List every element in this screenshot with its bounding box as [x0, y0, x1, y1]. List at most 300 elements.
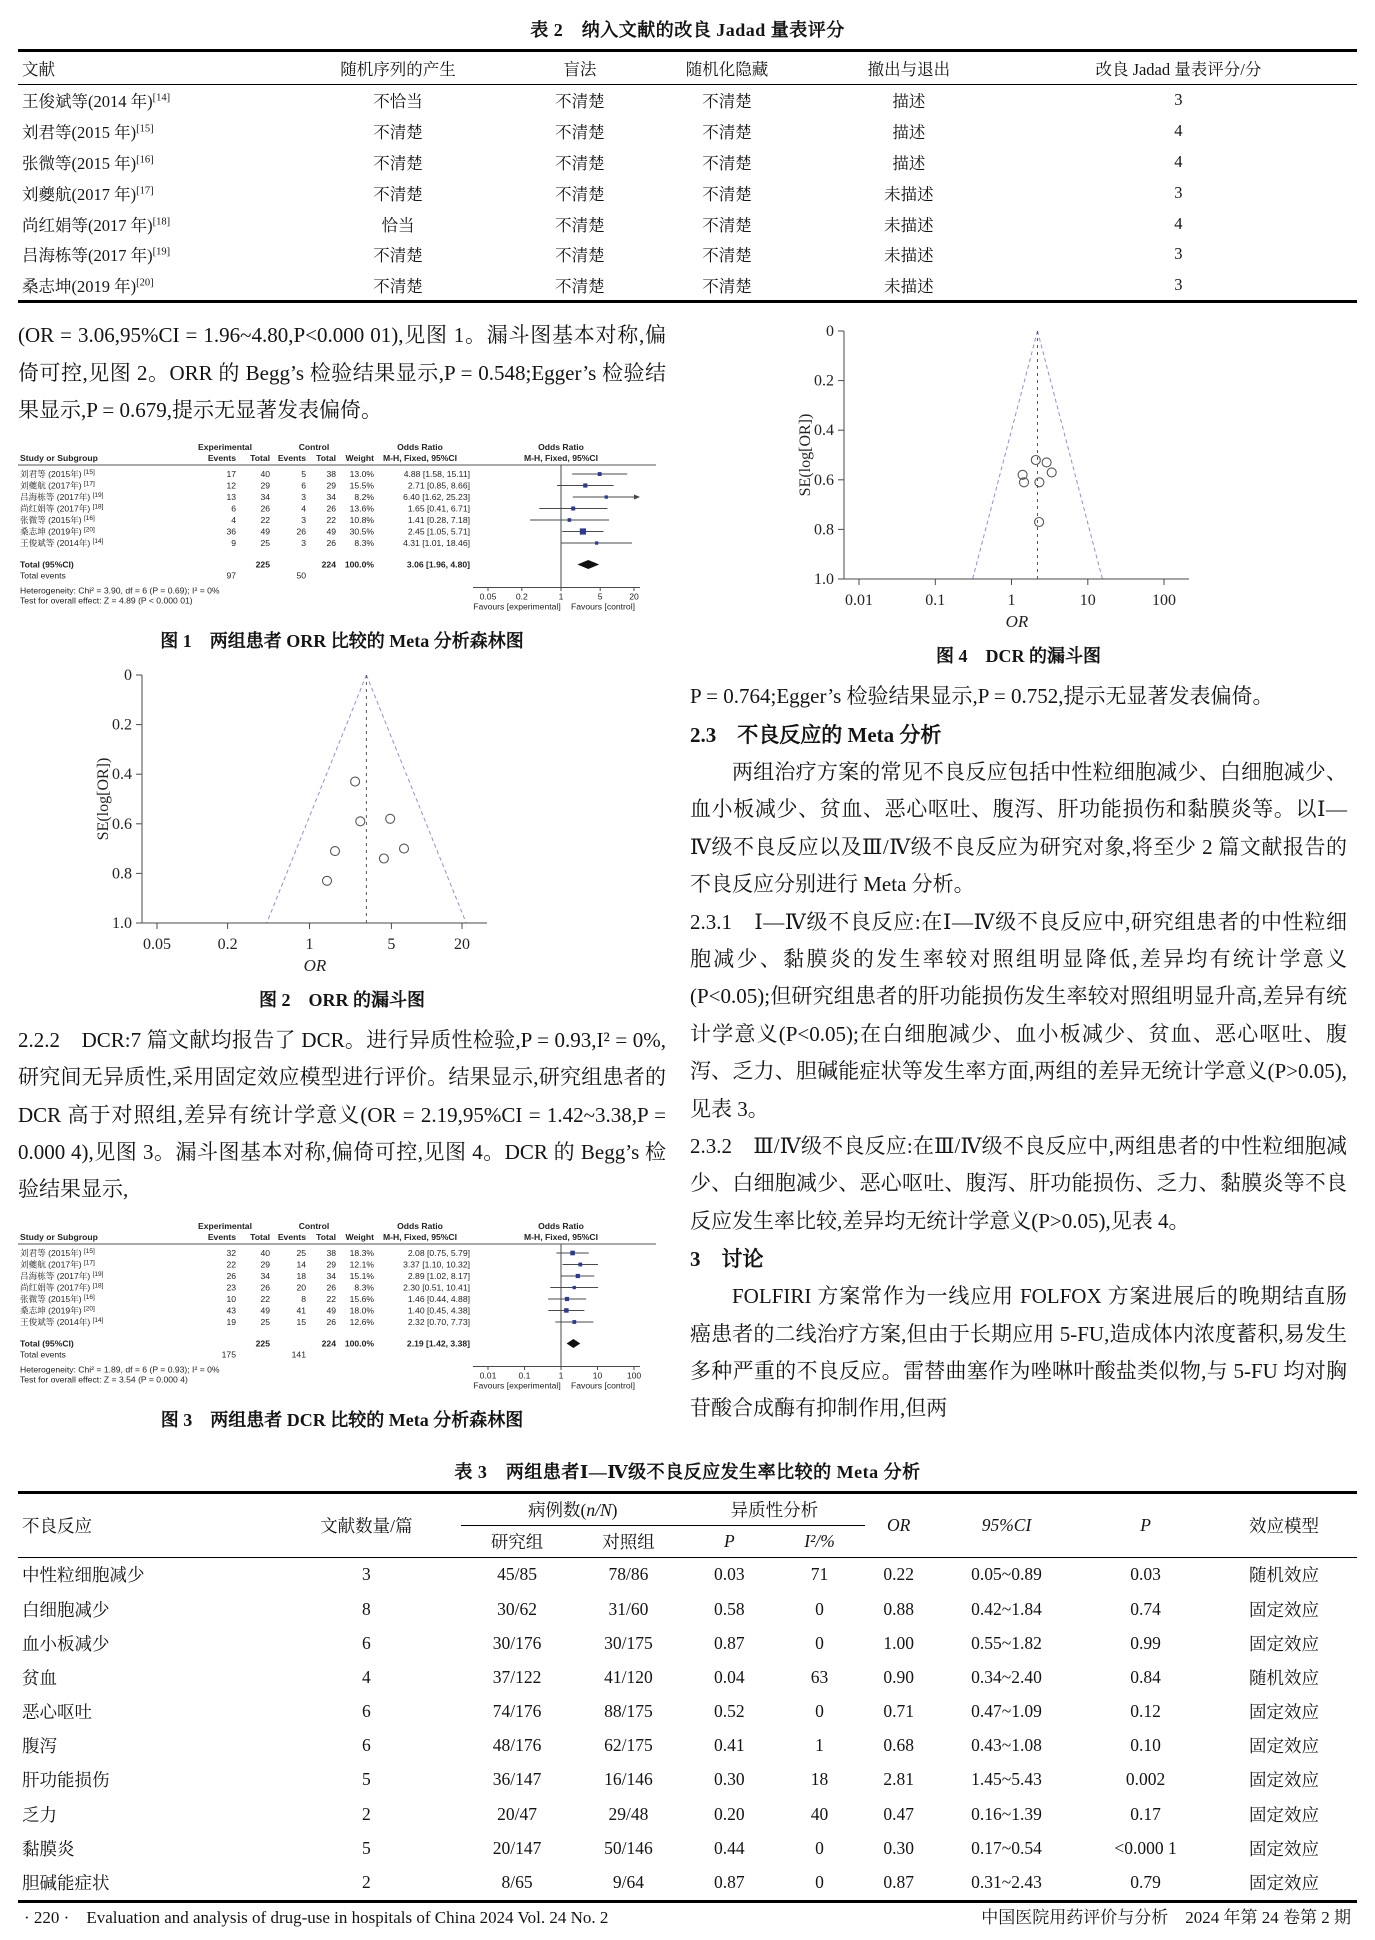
table3-cell: 固定效应 [1249, 1633, 1319, 1654]
table3-cell: 0.84 [1130, 1666, 1161, 1687]
svg-text:6: 6 [231, 503, 236, 514]
svg-text:M-H, Fixed, 95%CI: M-H, Fixed, 95%CI [382, 452, 458, 463]
table3-section [18, 1454, 1357, 1903]
table3-cell: 4 [361, 1666, 371, 1687]
table2-cell: 不清楚 [702, 277, 752, 297]
forest-plot-orr [18, 440, 658, 616]
svg-text:18.0%: 18.0% [349, 1305, 374, 1316]
svg-text:9: 9 [231, 537, 236, 548]
table3-cell: 0 [815, 1598, 824, 1619]
svg-text:29: 29 [260, 480, 270, 491]
table2-cell: 不清楚 [555, 246, 605, 266]
footer-journal-cn: 中国医院用药评价与分析 2024 年第 24 卷第 2 期 [981, 1907, 1351, 1927]
table3-adverse-meta [18, 1491, 1357, 1903]
table3-row [18, 1660, 1357, 1694]
table3-row [18, 1797, 1357, 1831]
table2-col-header: 改良 Jadad 量表评分/分 [1000, 51, 1357, 85]
table3-cell: 0.05~0.89 [971, 1564, 1042, 1585]
table2-cell: 不清楚 [555, 277, 605, 297]
heading-2-3: 2.3 不良反应的 Meta 分析 [690, 722, 942, 747]
table3-cell: 88/175 [604, 1701, 653, 1722]
svg-text:225: 225 [255, 559, 270, 570]
svg-text:1: 1 [558, 1370, 564, 1381]
forest-plot-dcr [18, 1219, 658, 1395]
svg-text:0.2: 0.2 [814, 373, 834, 391]
table3-cell: 8 [361, 1598, 371, 1619]
table2-col-header: 随机化隐藏 [636, 51, 818, 85]
table3-cell: 41/120 [604, 1666, 653, 1687]
table2-cell: 不清楚 [373, 153, 423, 173]
svg-text:13: 13 [226, 491, 236, 502]
table2-cell: 不清楚 [555, 153, 605, 173]
table2-cell: 恰当 [381, 215, 415, 235]
table2-cell: 描述 [892, 153, 926, 173]
svg-text:10.8%: 10.8% [349, 514, 374, 525]
svg-text:13.6%: 13.6% [349, 503, 374, 514]
table3-cell: 0.04 [714, 1666, 745, 1687]
svg-text:25: 25 [260, 537, 270, 548]
adverse-reaction-name: 乏力 [22, 1804, 57, 1825]
table3-cell: 5 [361, 1769, 371, 1790]
svg-text:8.2%: 8.2% [354, 491, 374, 502]
table3-cell: 0.30 [883, 1837, 914, 1858]
table2-row [18, 177, 1357, 208]
table3-cell: 29/48 [608, 1803, 649, 1824]
adverse-reaction-name: 贫血 [22, 1667, 57, 1688]
table3-row [18, 1626, 1357, 1660]
svg-text:M-H, Fixed, 95%CI: M-H, Fixed, 95%CI [382, 1231, 458, 1242]
table3-cell: 固定效应 [1249, 1838, 1319, 1859]
svg-text:26: 26 [326, 503, 336, 514]
table3-cell: 随机效应 [1249, 1565, 1319, 1586]
table3-col-ci: 95%CI [933, 1492, 1080, 1557]
table2-cell: 未描述 [884, 184, 934, 204]
table3-cell: 0.74 [1130, 1598, 1161, 1619]
table2-col-header: 文献 [18, 51, 272, 85]
svg-text:Total: Total [316, 1231, 336, 1242]
svg-text:26: 26 [226, 1270, 236, 1281]
funnel-plot-orr [22, 663, 602, 975]
svg-text:0.6: 0.6 [814, 472, 834, 490]
table3-cell: <0.000 1 [1114, 1837, 1177, 1858]
table2-row [18, 85, 1357, 116]
table2-cell: 未描述 [884, 246, 934, 266]
svg-text:34: 34 [260, 491, 270, 502]
table3-cell: 0.68 [883, 1735, 914, 1756]
svg-text:1: 1 [558, 591, 564, 602]
svg-text:22: 22 [260, 1293, 270, 1304]
table3-cell: 37/122 [492, 1666, 542, 1687]
table3-row [18, 1592, 1357, 1626]
table2-section [18, 12, 1357, 303]
table3-cell: 6 [361, 1735, 371, 1756]
svg-text:26: 26 [326, 1282, 336, 1293]
figure1-caption: 图 1 两组患者 ORR 比较的 Meta 分析森林图 [160, 630, 524, 651]
table2-cell: 不清楚 [555, 92, 605, 112]
figure3-forest-plot-dcr [18, 1219, 666, 1432]
svg-text:225: 225 [255, 1338, 270, 1349]
svg-text:3.37 [1.10, 10.32]: 3.37 [1.10, 10.32] [403, 1259, 470, 1270]
svg-text:尚红娟等 (2017年) [18]: 尚红娟等 (2017年) [18] [20, 503, 104, 514]
table3-cell: 18 [810, 1769, 829, 1790]
table2-cell: 描述 [892, 123, 926, 143]
paragraph-2-3-2: 2.3.2 Ⅲ/Ⅳ级不良反应:在Ⅲ/Ⅳ级不良反应中,两组患者的中性粒细胞减少、白细胞减少、恶心呕吐、腹泻、肝功能损伤、乏力、黏膜炎等不良反应发生率比较,差异均无统计学意义(P>0.05),见表 4。 [690, 1133, 1347, 1233]
table3-cell: 0.47 [883, 1803, 914, 1824]
table3-col-p: P [1080, 1492, 1211, 1557]
svg-text:34: 34 [326, 491, 336, 502]
table2-cell: 不清楚 [555, 215, 605, 235]
svg-text:Experimental: Experimental [198, 1220, 252, 1231]
svg-text:23: 23 [226, 1282, 236, 1293]
svg-text:5: 5 [597, 591, 603, 602]
table2-cell: 3 [1174, 275, 1183, 295]
table2-title: 表 2 纳入文献的改良 Jadad 量表评分 [530, 20, 845, 40]
table3-cell: 0.31~2.43 [971, 1872, 1042, 1892]
svg-text:36: 36 [226, 526, 236, 537]
table3-cell: 16/146 [604, 1769, 653, 1790]
table3-cell: 0.34~2.40 [971, 1666, 1042, 1687]
table2-cell: 不恰当 [373, 92, 423, 112]
table3-cell: 0.17~0.54 [971, 1837, 1042, 1858]
table3-cell: 2 [361, 1872, 371, 1892]
table3-cell: 71 [810, 1564, 829, 1585]
svg-text:2.89 [1.02, 8.17]: 2.89 [1.02, 8.17] [407, 1270, 470, 1281]
study-citation: 刘君等(2015 年)[15] [22, 123, 154, 143]
svg-text:26: 26 [260, 503, 270, 514]
svg-text:0.2: 0.2 [112, 716, 132, 734]
table3-cell: 0.03 [1130, 1564, 1161, 1585]
table3-cell: 0.17 [1130, 1803, 1161, 1824]
table3-cell: 0.30 [714, 1769, 745, 1790]
svg-text:32: 32 [226, 1247, 236, 1258]
table2-row [18, 147, 1357, 178]
svg-text:100: 100 [1152, 592, 1176, 610]
funnel-plot-dcr [724, 319, 1304, 631]
table3-cell: 0 [815, 1872, 824, 1892]
svg-text:0.05: 0.05 [479, 591, 497, 602]
figure2-funnel-plot-orr [18, 663, 666, 1012]
svg-text:1.41 [0.28, 7.18]: 1.41 [0.28, 7.18] [407, 514, 470, 525]
paragraph-adverse-overview: 两组治疗方案的常见不良反应包括中性粒细胞减少、白细胞减少、血小板减少、贫血、恶心呕吐、腹泻、肝功能损伤和黏膜炎等。以Ⅰ—Ⅳ级不良反应以及Ⅲ/Ⅳ级不良反应为研究对象,将至少 2 篇文献报告的不良反应分别进行 Meta 分析。 [690, 759, 1347, 897]
svg-text:25: 25 [296, 1247, 306, 1258]
table3-cell: 6 [361, 1632, 371, 1653]
table3-col-het-p: P [684, 1525, 774, 1557]
study-citation: 尚红娟等(2017 年)[18] [22, 215, 171, 235]
svg-text:3: 3 [301, 514, 306, 525]
adverse-reaction-name: 黏膜炎 [22, 1838, 75, 1859]
adverse-reaction-name: 胆碱能症状 [22, 1873, 110, 1893]
svg-text:张微等 (2015年) [16]: 张微等 (2015年) [16] [20, 514, 95, 525]
table3-cell: 固定效应 [1249, 1873, 1319, 1893]
svg-text:8.3%: 8.3% [354, 1282, 374, 1293]
svg-text:Total: Total [250, 452, 270, 463]
svg-text:Weight: Weight [345, 452, 374, 463]
table3-cell: 0 [815, 1632, 824, 1653]
table3-cell: 74/176 [492, 1701, 542, 1722]
left-column [18, 317, 666, 1441]
table3-cell: 31/60 [608, 1598, 649, 1619]
svg-text:0.8: 0.8 [814, 521, 834, 539]
table3-cell: 固定效应 [1249, 1804, 1319, 1825]
table2-cell: 3 [1174, 90, 1183, 110]
svg-text:6.40 [1.62, 25.23]: 6.40 [1.62, 25.23] [403, 491, 470, 502]
svg-text:Study or Subgroup: Study or Subgroup [20, 1231, 98, 1242]
table3-cell: 45/85 [497, 1564, 537, 1585]
svg-text:刘君等 (2015年) [15]: 刘君等 (2015年) [15] [20, 1247, 95, 1258]
table3-col-control-group: 对照组 [573, 1525, 684, 1557]
svg-text:2.08 [0.75, 5.79]: 2.08 [0.75, 5.79] [407, 1247, 470, 1258]
svg-text:49: 49 [260, 526, 270, 537]
svg-text:吕海栋等 (2017年) [19]: 吕海栋等 (2017年) [19] [20, 491, 104, 502]
table3-cell: 0.87 [714, 1872, 745, 1892]
svg-text:2.32 [0.70, 7.73]: 2.32 [0.70, 7.73] [407, 1316, 470, 1327]
svg-text:桑志坤 (2019年) [20]: 桑志坤 (2019年) [20] [20, 1305, 95, 1316]
table3-col-or: OR [865, 1492, 933, 1557]
svg-text:Favours [control]: Favours [control] [571, 1380, 635, 1391]
svg-text:0.4: 0.4 [814, 422, 834, 440]
svg-text:26: 26 [326, 537, 336, 548]
svg-text:2.45 [1.05, 5.71]: 2.45 [1.05, 5.71] [407, 526, 470, 537]
svg-text:3.06 [1.96, 4.80]: 3.06 [1.96, 4.80] [406, 559, 470, 570]
svg-text:0.8: 0.8 [112, 865, 132, 883]
svg-text:18: 18 [296, 1270, 306, 1281]
svg-text:41: 41 [296, 1305, 306, 1316]
table2-cell: 不清楚 [555, 184, 605, 204]
svg-text:1.0: 1.0 [814, 571, 834, 589]
svg-text:Odds Ratio: Odds Ratio [538, 1220, 584, 1231]
figure4-caption: 图 4 DCR 的漏斗图 [936, 646, 1101, 667]
svg-text:22: 22 [260, 514, 270, 525]
table2-cell: 不清楚 [702, 92, 752, 112]
svg-text:Weight: Weight [345, 1231, 374, 1242]
table2-cell: 4 [1174, 213, 1183, 233]
table2-row [18, 116, 1357, 147]
svg-text:10: 10 [1079, 592, 1096, 610]
svg-text:尚红娟等 (2017年) [18]: 尚红娟等 (2017年) [18] [20, 1282, 104, 1293]
table2-cell: 不清楚 [373, 277, 423, 297]
svg-text:Control: Control [298, 441, 330, 452]
paragraph-orr-result: (OR = 3.06,95%CI = 1.96~4.80,P<0.000 01),见图 1。漏斗图基本对称,偏倚可控,见图 2。ORR 的 Begg’s 检验结果显示,P = 0.548;Egger’s 检验结果显示,P = 0.679,提示无显著发表偏倚。 [18, 323, 666, 423]
svg-text:1.40 [0.45, 4.38]: 1.40 [0.45, 4.38] [407, 1305, 470, 1316]
svg-text:0.01: 0.01 [479, 1370, 497, 1381]
table3-cell: 0.52 [714, 1701, 745, 1722]
table3-cell: 0.55~1.82 [971, 1632, 1042, 1653]
svg-text:40: 40 [260, 468, 270, 479]
svg-text:29: 29 [326, 1259, 336, 1270]
adverse-reaction-name: 中性粒细胞减少 [22, 1565, 145, 1586]
table3-title: 表 3 两组患者Ⅰ—Ⅳ级不良反应发生率比较的 Meta 分析 [454, 1461, 921, 1482]
svg-text:22: 22 [226, 1259, 236, 1270]
svg-text:100.0%: 100.0% [344, 559, 374, 570]
figure2-caption: 图 2 ORR 的漏斗图 [259, 989, 425, 1010]
table3-cell: 0.42~1.84 [971, 1598, 1042, 1619]
svg-text:29: 29 [326, 480, 336, 491]
svg-text:0.01: 0.01 [845, 592, 873, 610]
svg-text:34: 34 [326, 1270, 336, 1281]
table3-cell: 20/147 [492, 1837, 542, 1858]
footer-journal-en: · 220 · Evaluation and analysis of drug-use in hospitals of China 2024 Vol. 24 No. 2 [24, 1907, 609, 1927]
table3-col-i2: I²/% [774, 1525, 864, 1557]
table3-cell: 0.90 [883, 1666, 914, 1687]
table2-cell: 不清楚 [702, 246, 752, 266]
table3-cell: 50/146 [604, 1837, 653, 1858]
svg-text:Odds Ratio: Odds Ratio [397, 441, 443, 452]
table2-header-row [18, 51, 1357, 85]
table3-cell: 20/47 [497, 1803, 537, 1824]
table3-cell: 0 [815, 1701, 824, 1722]
table3-cell: 0.87 [714, 1632, 745, 1653]
svg-text:SE(log[OR]): SE(log[OR]) [95, 757, 112, 841]
svg-text:4: 4 [231, 514, 236, 525]
svg-text:Odds Ratio: Odds Ratio [397, 1220, 443, 1231]
table2-cell: 4 [1174, 151, 1183, 171]
paragraph-begg-egger: P = 0.764;Egger’s 检验结果显示,P = 0.752,提示无显著发表偏倚。 [690, 684, 1274, 709]
svg-text:1.0: 1.0 [112, 914, 132, 932]
figure1-forest-plot-orr [18, 440, 666, 653]
table3-row [18, 1831, 1357, 1865]
table3-cell: 0.58 [714, 1598, 745, 1619]
table2-row [18, 239, 1357, 270]
table3-cell: 9/64 [612, 1872, 645, 1892]
svg-text:Study or Subgroup: Study or Subgroup [20, 452, 98, 463]
svg-text:Favours [experimental]: Favours [experimental] [473, 1380, 561, 1391]
table3-row [18, 1865, 1357, 1901]
table3-cell: 0.87 [883, 1872, 914, 1892]
table3-cell: 6 [361, 1701, 371, 1722]
table3-row [18, 1763, 1357, 1797]
table3-cell: 3 [361, 1564, 371, 1585]
table2-col-header: 随机序列的产生 [272, 51, 523, 85]
svg-text:0: 0 [826, 323, 834, 341]
table3-cell: 0.88 [883, 1598, 914, 1619]
table3-cell: 0.41 [714, 1735, 745, 1756]
svg-text:12: 12 [226, 480, 236, 491]
table2-row [18, 208, 1357, 239]
table3-cell: 30/175 [604, 1632, 653, 1653]
svg-text:0.2: 0.2 [217, 935, 238, 953]
svg-text:Total (95%CI): Total (95%CI) [20, 559, 74, 570]
svg-text:19: 19 [226, 1316, 236, 1327]
table3-cell: 0.71 [883, 1701, 914, 1722]
svg-text:吕海栋等 (2017年) [19]: 吕海栋等 (2017年) [19] [20, 1270, 104, 1281]
svg-text:20: 20 [296, 1282, 306, 1293]
table2-cell: 不清楚 [373, 246, 423, 266]
table2-jadad-scores [18, 49, 1357, 303]
svg-text:97: 97 [226, 570, 236, 581]
adverse-reaction-name: 血小板减少 [22, 1633, 110, 1654]
svg-text:Heterogeneity: Chi² = 3.90, df: Heterogeneity: Chi² = 3.90, df = 6 (P = 0.69); I² = 0% [20, 585, 220, 596]
svg-text:4.31 [1.01, 18.46]: 4.31 [1.01, 18.46] [403, 537, 470, 548]
table3-col-model: 效应模型 [1211, 1492, 1357, 1557]
svg-text:Events: Events [207, 452, 236, 463]
svg-text:Odds Ratio: Odds Ratio [538, 441, 584, 452]
svg-text:2.71 [0.85, 8.66]: 2.71 [0.85, 8.66] [407, 480, 470, 491]
svg-text:SE(log[OR]): SE(log[OR]) [797, 414, 814, 497]
svg-text:3: 3 [301, 491, 306, 502]
svg-text:1: 1 [1007, 592, 1016, 610]
study-citation: 王俊斌等(2014 年)[14] [22, 92, 171, 112]
table3-cell: 0.79 [1130, 1872, 1161, 1892]
table3-header-row1 [18, 1492, 1357, 1525]
table2-cell: 不清楚 [702, 123, 752, 143]
svg-text:Total: Total [316, 452, 336, 463]
table3-cell: 随机效应 [1249, 1667, 1319, 1688]
table3-col-adverse: 不良反应 [18, 1492, 271, 1557]
table2-cell: 不清楚 [555, 123, 605, 143]
svg-text:22: 22 [326, 514, 336, 525]
svg-text:12.6%: 12.6% [349, 1316, 374, 1327]
svg-text:Favours [experimental]: Favours [experimental] [473, 601, 561, 612]
svg-text:Total (95%CI): Total (95%CI) [20, 1338, 74, 1349]
table3-cell: 63 [810, 1666, 829, 1687]
svg-text:Events: Events [277, 1231, 306, 1242]
svg-text:Favours [control]: Favours [control] [571, 601, 635, 612]
svg-text:34: 34 [260, 1270, 270, 1281]
table3-cell: 固定效应 [1249, 1736, 1319, 1757]
table3-row [18, 1557, 1357, 1592]
svg-text:4.88 [1.58, 15.11]: 4.88 [1.58, 15.11] [403, 468, 470, 479]
heading-discussion: 3 讨论 [690, 1247, 764, 1272]
table2-cell: 不清楚 [373, 184, 423, 204]
svg-text:15: 15 [296, 1316, 306, 1327]
table3-cell: 78/86 [608, 1564, 649, 1585]
table3-cell: 0.16~1.39 [971, 1803, 1042, 1824]
table3-cell: 0.22 [883, 1564, 914, 1585]
table2-cell: 未描述 [884, 215, 934, 235]
svg-text:43: 43 [226, 1305, 236, 1316]
table2-col-header: 盲法 [524, 51, 636, 85]
table3-col-n-studies: 文献数量/篇 [271, 1492, 461, 1557]
table3-cell: 0.12 [1130, 1701, 1161, 1722]
table2-cell: 未描述 [884, 277, 934, 297]
table3-cell: 36/147 [492, 1769, 542, 1790]
svg-text:0.2: 0.2 [515, 591, 528, 602]
svg-text:Total: Total [250, 1231, 270, 1242]
svg-text:王俊斌等 (2014年) [14]: 王俊斌等 (2014年) [14] [20, 537, 104, 548]
table2-cell: 不清楚 [373, 123, 423, 143]
svg-text:Events: Events [277, 452, 306, 463]
table3-cell: 0.99 [1130, 1632, 1161, 1653]
table3-col-study-group: 研究组 [461, 1525, 572, 1557]
table2-cell: 4 [1174, 121, 1183, 141]
svg-text:49: 49 [326, 1305, 336, 1316]
svg-text:OR: OR [303, 955, 327, 975]
svg-text:224: 224 [321, 559, 336, 570]
svg-text:100.0%: 100.0% [344, 1338, 374, 1349]
adverse-reaction-name: 腹泻 [22, 1736, 57, 1757]
table3-cell: 固定效应 [1249, 1770, 1319, 1791]
svg-text:17: 17 [226, 468, 236, 479]
svg-text:0.1: 0.1 [518, 1370, 531, 1381]
svg-text:26: 26 [296, 526, 306, 537]
svg-text:30.5%: 30.5% [349, 526, 374, 537]
svg-text:18.3%: 18.3% [349, 1247, 374, 1258]
table2-cell: 3 [1174, 182, 1183, 202]
svg-text:M-H, Fixed, 95%CI: M-H, Fixed, 95%CI [523, 1231, 599, 1242]
svg-text:15.6%: 15.6% [349, 1293, 374, 1304]
table3-row [18, 1729, 1357, 1763]
svg-text:25: 25 [260, 1316, 270, 1327]
svg-text:5: 5 [301, 468, 306, 479]
svg-text:0.05: 0.05 [143, 935, 171, 953]
svg-text:10: 10 [226, 1293, 236, 1304]
table3-cell: 5 [361, 1837, 371, 1858]
table2-col-header: 撤出与退出 [818, 51, 1000, 85]
svg-text:Test for overall effect: Z = 3: Test for overall effect: Z = 3.54 (P = 0.000 4) [20, 1374, 188, 1385]
svg-text:张微等 (2015年) [16]: 张微等 (2015年) [16] [20, 1293, 95, 1304]
svg-text:0.1: 0.1 [925, 592, 946, 610]
svg-text:15.5%: 15.5% [349, 480, 374, 491]
